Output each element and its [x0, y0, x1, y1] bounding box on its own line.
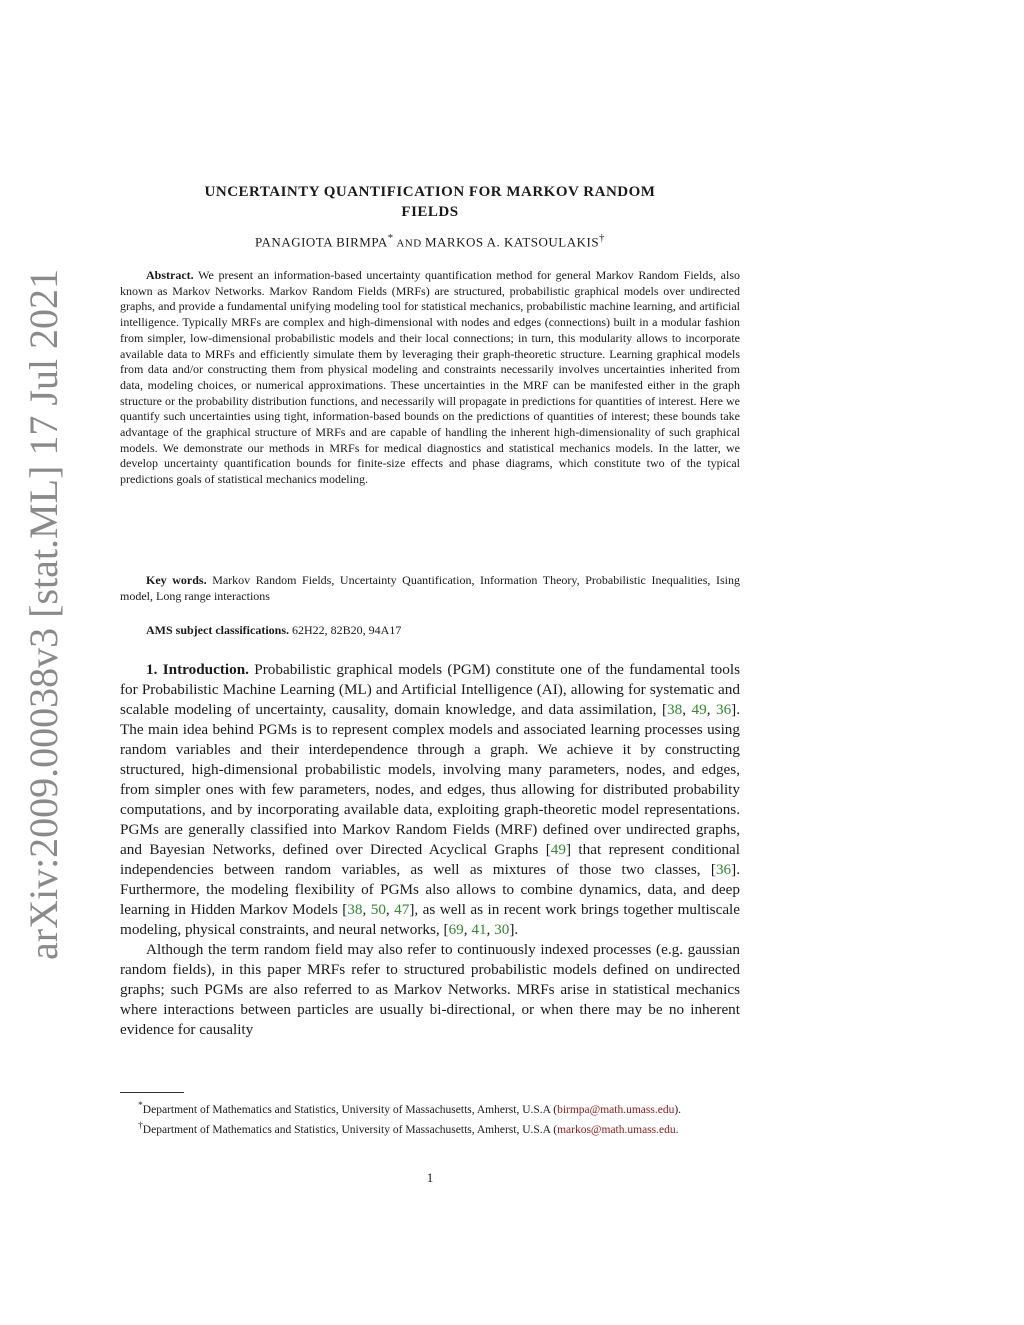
keywords-text: Markov Random Fields, Uncertainty Quantification, Information Theory, Probabilistic Inequalities, Ising model, Long range interactions	[120, 573, 741, 603]
intro-text-segment: ]. The main idea behind PGMs is to represent complex models and associated learning processes using random variables and their interdependence through a graph. We achieve it by constructing structured, high-dimensional probabilistic models, involving many parameters, nodes, and edges, from simpler ones with few parameters, nodes, and edges, thus allowing for distributed probability computations, and by incorporating available data, exploiting graph-theoretic model representations. PGMs are generally classified into Markov Random Fields (MRF) defined over undirected graphs, and Bayesian Networks, defined over Directed Acyclical Graphs [	[120, 701, 741, 858]
intro-text-segment: ,	[463, 921, 472, 938]
title-line-2: FIELDS	[401, 204, 459, 220]
footnote-2-email-link[interactable]: markos@math.umass.edu	[557, 1123, 676, 1136]
footnote-1-end: ).	[674, 1103, 682, 1116]
citation-link[interactable]: 47	[394, 901, 410, 918]
abstract	[120, 268, 740, 488]
citation-link[interactable]: 38	[667, 701, 683, 718]
footnotes	[120, 1098, 740, 1138]
citation-link[interactable]: 38	[347, 901, 363, 918]
intro-text-segment: ,	[706, 701, 716, 718]
footnote-1-email-link[interactable]: birmpa@math.umass.edu	[557, 1103, 675, 1116]
author-separator: AND	[393, 237, 425, 250]
footnote-2-text: Department of Mathematics and Statistics, University of Massachusetts, Amherst, U.S.A (	[142, 1123, 558, 1136]
author-1-mark: *	[387, 232, 394, 244]
citation-link[interactable]: 36	[715, 701, 732, 718]
author-1: PANAGIOTA BIRMPA	[255, 234, 388, 250]
footnote-2-mark: †	[138, 1119, 143, 1131]
citation-link[interactable]: 30	[494, 921, 510, 938]
author-2-mark: †	[599, 232, 605, 244]
author-list	[120, 232, 740, 250]
abstract-text: We present an information-based uncertainty quantification method for general Markov Random Fields, also known as Markov Networks. Markov Random Fields (MRFs) are structured, probabilistic graphical models over undirected graphs, and provide a fundamental unifying modeling tool for statistical mechanics, probabilistic machine learning, and artificial intelligence. Typically MRFs are complex and high-dimensional with nodes and edges (connections) built in a modular fashion from simpler, low-dimensional probabilistic models and their local connections; in turn, this modularity allows to incorporate available data to MRFs and efficiently simulate them by leveraging their graph-theoretic structure. Learning graphical models from data and/or constructing them from physical modeling and constraints necessarily involves uncertainties inherited from data, modeling choices, or numerical approximations. These uncertainties in the MRF can be manifested either in the graph structure or the probability distribution functions, and necessarily will propagate in predictions for quantities of interest. Here we quantify such uncertainties using tight, information-based bounds on the predictions of quantities of interest; these bounds take advantage of the graphical structure of MRFs and are capable of handling the inherent high-dimensionality of such graphical models. We demonstrate our methods in MRFs for medical diagnostics and statistical mechanics models. In the latter, we develop uncertainty quantification bounds for finite-size effects and phase diagrams, which constitute two of the typical predictions goals of statistical mechanics modeling.	[120, 268, 740, 487]
intro-text-segment: Probabilistic graphical models (PGM) constitute one of the fundamental tools for Probabilistic Machine Learning (ML) and Artificial Intelligence (AI), allowing for systematic and scalable modeling of uncertainty, causality, domain knowledge, and data assimilation, [	[120, 661, 740, 718]
keywords-label: Key words.	[146, 573, 207, 587]
ams-label: AMS subject classifications.	[146, 623, 289, 637]
arxiv-identifier-stamp: arXiv:2009.00038v3 [stat.ML] 17 Jul 2021	[21, 268, 66, 960]
intro-text-segment: ].	[509, 921, 519, 938]
keywords	[120, 572, 740, 604]
intro-text-segment: ]. Furthermore, the modeling flexibility of PGMs also allows to combine dynamics, data, and deep learning in Hidden Markov Models [	[120, 861, 740, 918]
section-title: 1. Introduction.	[146, 661, 249, 678]
intro-paragraph-2: Although the term random field may also refer to continuously indexed processes (e.g. gaussian random fields), in this paper MRFs refer to structured probabilistic models defined on undirected graphs; such PGMs are also referred to as Markov Networks. MRFs arise in statistical mechanics where interactions between particles are usually bi-directional, or when there may be no inherent evidence for causality	[120, 941, 740, 1038]
abstract-label: Abstract.	[146, 268, 194, 282]
footnote-1-text: Department of Mathematics and Statistics, University of Massachusetts, Amherst, U.S.A (	[142, 1103, 558, 1116]
footnote-2	[120, 1118, 740, 1138]
intro-text-segment: ] that represent conditional independencies between random variables, as well as mixtures of those two classes, [	[120, 841, 740, 878]
intro-text-segment: ], as well as in recent work brings together multiscale modeling, physical constraints, and neural networks, [	[120, 901, 741, 938]
paper-title	[120, 182, 740, 222]
ams-text: 62H22, 82B20, 94A17	[292, 623, 402, 637]
intro-text-segment: ,	[486, 921, 495, 938]
citation-link[interactable]: 36	[715, 861, 732, 878]
intro-text-segment: ,	[385, 901, 395, 918]
footnote-1	[120, 1098, 740, 1118]
footnote-rule	[120, 1092, 184, 1093]
introduction-section	[120, 660, 740, 1040]
intro-paragraph-1	[120, 660, 740, 940]
author-2: MARKOS A. KATSOULAKIS	[424, 234, 600, 250]
footnote-1-mark: *	[138, 1100, 143, 1111]
citation-link[interactable]: 41	[471, 921, 487, 938]
citation-link[interactable]: 49	[550, 841, 566, 858]
citation-link[interactable]: 50	[370, 901, 386, 918]
intro-text-segment: ,	[682, 701, 692, 718]
title-line-1: UNCERTAINTY QUANTIFICATION FOR MARKOV RANDOM	[204, 184, 656, 200]
footnote-2-end: .	[675, 1123, 679, 1136]
ams-classifications	[120, 622, 740, 638]
citation-link[interactable]: 49	[691, 701, 707, 718]
citation-link[interactable]: 69	[448, 921, 464, 938]
intro-text-segment: ,	[362, 901, 371, 918]
page-number: 1	[426, 1170, 434, 1185]
